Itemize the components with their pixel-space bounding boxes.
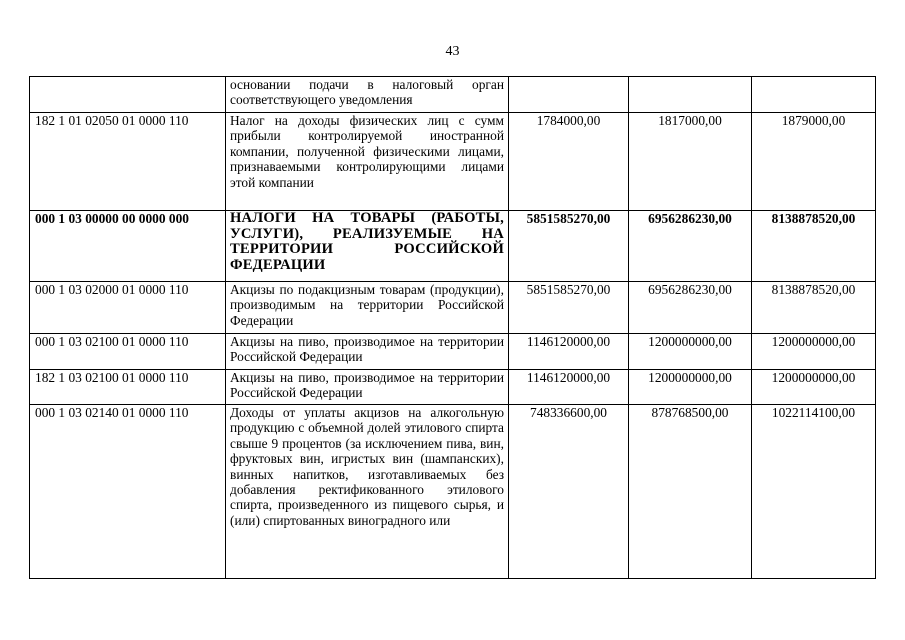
amount-cell-1: 1146120000,00 — [509, 370, 629, 405]
page-number: 43 — [445, 44, 460, 59]
budget-code-cell: 000 1 03 02000 01 0000 110 — [30, 282, 226, 334]
revenue-table — [29, 76, 876, 579]
amount-cell-2: 6956286230,00 — [629, 282, 752, 334]
amount-cell-3: 1200000000,00 — [752, 334, 876, 370]
description-text: НАЛОГИ НА ТОВАРЫ (РАБОТЫ, УСЛУГИ), РЕАЛИЗУЕМЫЕ НА ТЕРРИТОРИИ РОССИЙСКОЙ ФЕДЕРАЦИИ — [230, 210, 504, 273]
description-text: Налог на доходы физических лиц с сумм прибыли контролируемой иностранной компании, полученной физическими лицами, признаваемыми контролирующими лицами этой компании — [230, 113, 504, 190]
amount-cell-1: 5851585270,00 — [509, 211, 629, 282]
budget-code-cell: 000 1 03 02100 01 0000 110 — [30, 334, 226, 370]
amount-cell-3: 1879000,00 — [752, 113, 876, 211]
amount-cell-2: 1200000000,00 — [629, 370, 752, 405]
table-row — [30, 113, 876, 211]
amount-cell-3: 8138878520,00 — [752, 282, 876, 334]
description-cell — [226, 77, 509, 113]
amount-cell-1: 748336600,00 — [509, 405, 629, 579]
table-row — [30, 405, 876, 579]
amount-cell-3: 1022114100,00 — [752, 405, 876, 579]
description-cell — [226, 113, 509, 211]
budget-code-cell: 182 1 03 02100 01 0000 110 — [30, 370, 226, 405]
amount-cell-2 — [629, 77, 752, 113]
description-cell — [226, 211, 509, 282]
amount-cell-2: 1817000,00 — [629, 113, 752, 211]
description-text: основании подачи в налоговый орган соответствующего уведомления — [230, 77, 504, 108]
description-cell — [226, 370, 509, 405]
budget-code-cell: 182 1 01 02050 01 0000 110 — [30, 113, 226, 211]
table-row — [30, 211, 876, 282]
description-text: Акцизы на пиво, производимое на территории Российской Федерации — [230, 370, 504, 401]
budget-code-cell — [30, 77, 226, 113]
amount-cell-3: 1200000000,00 — [752, 370, 876, 405]
description-cell — [226, 334, 509, 370]
amount-cell-1 — [509, 77, 629, 113]
table-row — [30, 334, 876, 370]
description-cell — [226, 282, 509, 334]
amount-cell-1: 1146120000,00 — [509, 334, 629, 370]
budget-code-cell: 000 1 03 02140 01 0000 110 — [30, 405, 226, 579]
amount-cell-1: 1784000,00 — [509, 113, 629, 211]
budget-code-cell: 000 1 03 00000 00 0000 000 — [30, 211, 226, 282]
table-row — [30, 282, 876, 334]
description-text: Доходы от уплаты акцизов на алкогольную продукцию с объемной долей этилового спирта свыше 9 процентов (за исключением пива, вин, фруктовых вин, игристых вин (шампанских), винных напитков, изготавливаемых без добавления ректификованного этилового спирта, произведенного из пищевого сырья, и (или) спиртованных виноградного или — [230, 405, 504, 528]
amount-cell-2: 1200000000,00 — [629, 334, 752, 370]
table-row — [30, 370, 876, 405]
amount-cell-1: 5851585270,00 — [509, 282, 629, 334]
description-text: Акцизы по подакцизным товарам (продукции), производимым на территории Российской Федерации — [230, 282, 504, 328]
amount-cell-3: 8138878520,00 — [752, 211, 876, 282]
amount-cell-2: 6956286230,00 — [629, 211, 752, 282]
table-row — [30, 77, 876, 113]
description-text: Акцизы на пиво, производимое на территории Российской Федерации — [230, 334, 504, 365]
amount-cell-2: 878768500,00 — [629, 405, 752, 579]
amount-cell-3 — [752, 77, 876, 113]
description-cell — [226, 405, 509, 579]
